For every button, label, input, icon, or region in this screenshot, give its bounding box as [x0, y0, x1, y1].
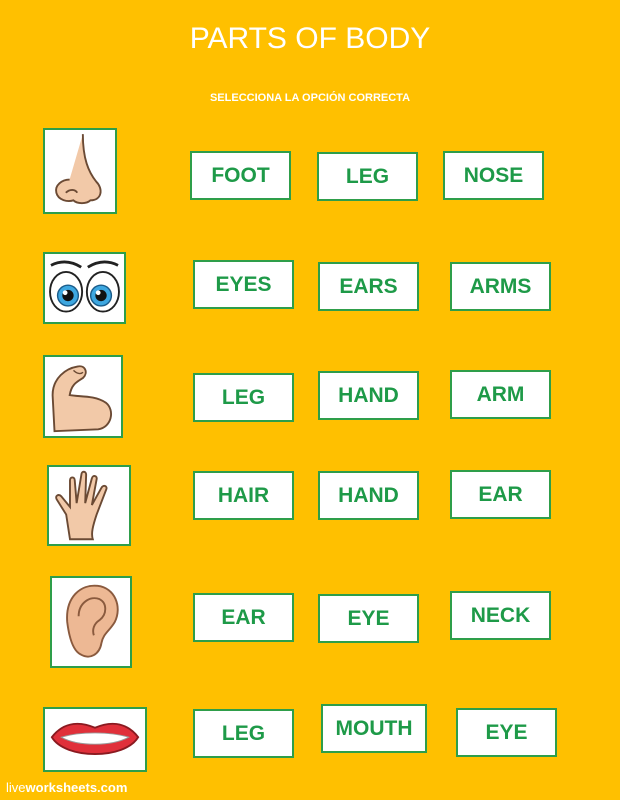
option-hair[interactable]: HAIR	[193, 471, 294, 520]
option-hand[interactable]: HAND	[318, 471, 419, 520]
ear-picture	[50, 576, 132, 668]
eyes-icon	[45, 254, 124, 322]
hand-picture	[47, 465, 131, 546]
footer-prefix: live	[6, 780, 26, 795]
nose-icon	[45, 130, 115, 212]
option-mouth[interactable]: MOUTH	[321, 704, 427, 753]
arm-picture	[43, 355, 123, 438]
option-eyes[interactable]: EYES	[193, 260, 294, 309]
ear-icon	[52, 578, 130, 666]
option-arm[interactable]: ARM	[450, 370, 551, 419]
option-leg[interactable]: LEG	[193, 709, 294, 758]
option-ear[interactable]: EAR	[450, 470, 551, 519]
option-ears[interactable]: EARS	[318, 262, 419, 311]
instructions: SELECCIONA LA OPCIÓN CORRECTA	[209, 92, 411, 104]
option-arms[interactable]: ARMS	[450, 262, 551, 311]
option-hand[interactable]: HAND	[318, 371, 419, 420]
option-ear[interactable]: EAR	[193, 593, 294, 642]
option-leg[interactable]: LEG	[193, 373, 294, 422]
option-neck[interactable]: NECK	[450, 591, 551, 640]
option-nose[interactable]: NOSE	[443, 151, 544, 200]
footer-brand-name: worksheets.com	[25, 780, 128, 795]
option-foot[interactable]: FOOT	[190, 151, 291, 200]
option-eye[interactable]: EYE	[456, 708, 557, 757]
footer-brand[interactable]	[6, 780, 127, 795]
option-eye[interactable]: EYE	[318, 594, 419, 643]
arm-icon	[45, 357, 121, 436]
eyes-picture	[43, 252, 126, 324]
page-title: PARTS OF BODY	[189, 22, 431, 55]
hand-icon	[49, 467, 129, 544]
mouth-icon	[45, 709, 145, 770]
option-leg[interactable]: LEG	[317, 152, 418, 201]
nose-picture	[43, 128, 117, 214]
mouth-picture	[43, 707, 147, 772]
